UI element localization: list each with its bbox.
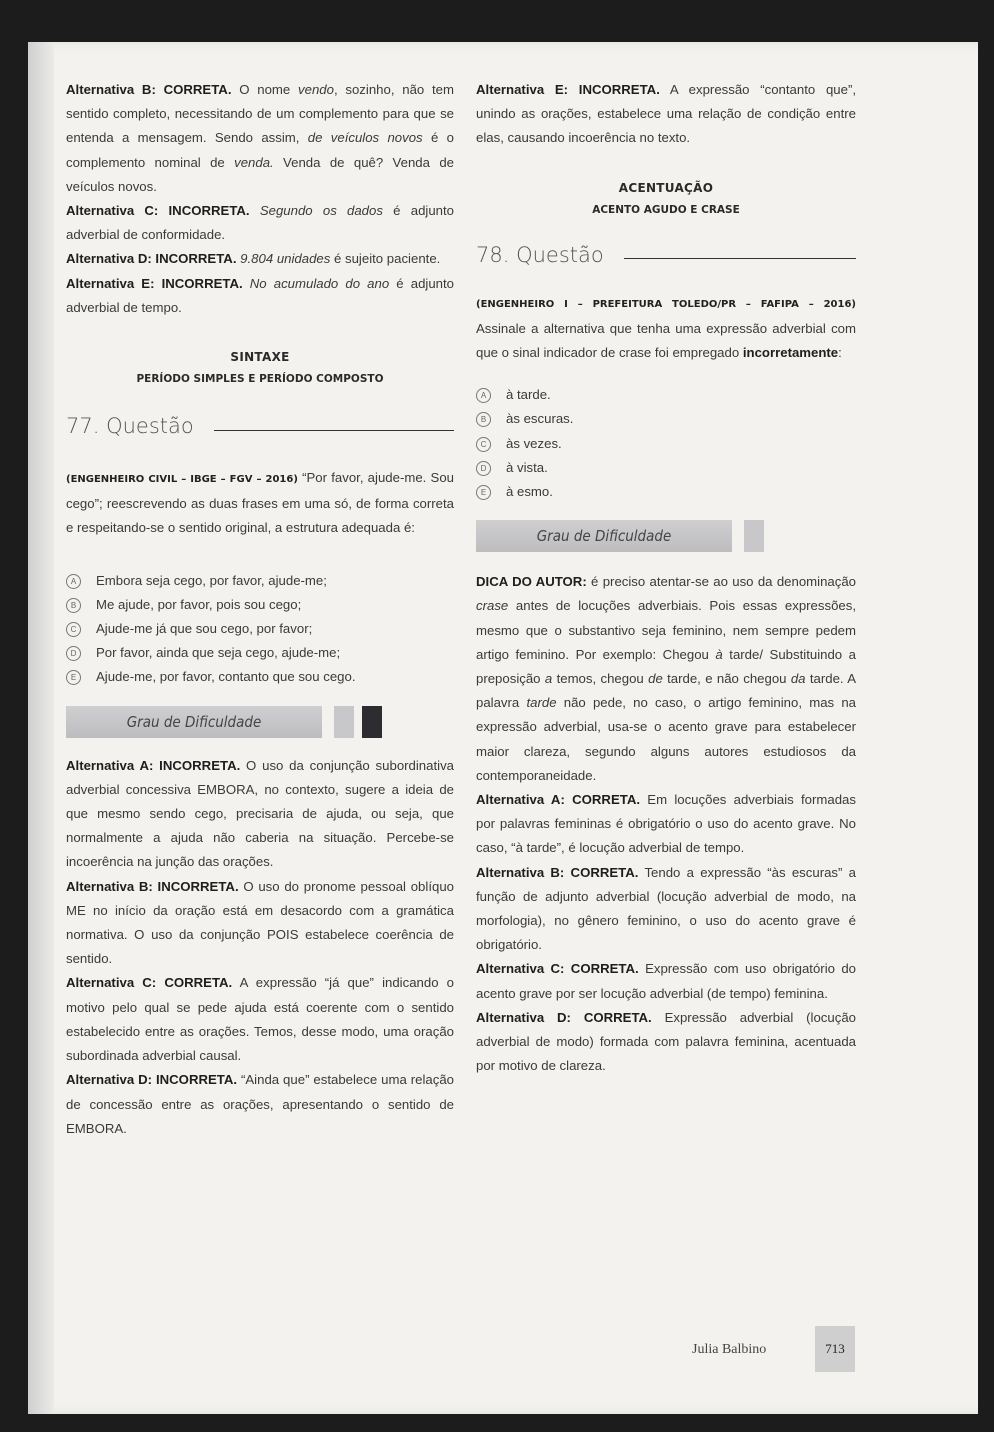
alt-c-label: Alternativa C: INCORRETA. xyxy=(66,203,250,219)
answer-label: Alternativa B: CORRETA. xyxy=(476,864,639,880)
text-run: Expressão com uso obrigatório do acento grave por ser locução adverbial (de tempo) feminina. xyxy=(476,961,856,1001)
question-77-statement xyxy=(66,466,454,541)
option-text: Por favor, ainda que seja cego, ajude-me; xyxy=(96,645,341,661)
answer-b-paragraph xyxy=(66,875,454,972)
section-subtitle: PERÍODO SIMPLES E PERÍODO COMPOSTO xyxy=(136,373,384,386)
question-title: 77. Questão xyxy=(66,413,194,438)
difficulty-indicator xyxy=(476,518,856,554)
question-78-options xyxy=(476,383,856,504)
answer-label: Alternativa C: CORRETA. xyxy=(66,975,233,991)
author-tip-paragraph xyxy=(476,570,856,788)
text-run: não pede, no caso, o artigo feminino, mas na expressão adverbial, usa-se o acento grave para estabelecer maior clareza, segundo alguns autores estudiosos da contemporaneidade. xyxy=(476,695,856,783)
text-run: O uso do pronome pessoal oblíquo ME no início da oração está em desacordo com a gramática normativa. O uso da conjunção POIS estabelece coerência de sentido. xyxy=(66,878,454,967)
option-d[interactable] xyxy=(476,456,856,480)
text-run: O nome xyxy=(231,82,299,97)
text-run: é o complemento nominal de xyxy=(66,130,454,170)
answer-label: Alternativa D: INCORRETA. xyxy=(66,1072,238,1088)
italic-run: 9.804 unidades xyxy=(236,251,331,267)
option-text: Embora seja cego, por favor, ajude-me; xyxy=(96,572,327,588)
italic-run: a xyxy=(544,671,553,687)
italic-run: tarde xyxy=(526,695,557,711)
question-78-header xyxy=(476,235,856,275)
option-letter-icon: A xyxy=(476,388,491,403)
difficulty-indicator xyxy=(66,704,454,740)
text-run: Tendo a expressão “às escuras” a função de adjunto adverbial (locução adverbial de modo, na morfologia), no gênero feminino, o uso do acento grave é obrigatório. xyxy=(476,864,856,953)
option-text: às escuras. xyxy=(506,411,574,427)
option-text: Me ajude, por favor, pois sou cego; xyxy=(96,596,302,612)
alt-d-paragraph xyxy=(66,247,454,271)
text-run: tarde/ Substituindo a preposição xyxy=(476,646,856,687)
alt-b-paragraph xyxy=(66,78,454,199)
option-letter-icon: D xyxy=(476,461,491,476)
text-run: temos, chegou xyxy=(552,671,649,687)
text-run: “Ainda que” estabelece uma relação de concessão entre as orações, apresentando o sentido de EMBORA. xyxy=(66,1072,454,1136)
italic-run: No acumulado do ano xyxy=(242,275,390,291)
italic-run: à xyxy=(715,646,723,662)
answer-label: Alternativa A: CORRETA. xyxy=(476,792,641,808)
alt-c-paragraph xyxy=(66,199,454,247)
option-text: à vista. xyxy=(506,459,548,475)
answer-d-paragraph xyxy=(476,1006,856,1079)
option-letter-icon: D xyxy=(66,646,81,661)
option-c[interactable] xyxy=(476,432,856,456)
answer-label: Alternativa D: CORRETA. xyxy=(476,1009,652,1025)
right-column xyxy=(476,78,856,1079)
answer-b-paragraph xyxy=(476,861,856,958)
question-77-options xyxy=(66,569,454,690)
difficulty-label: Grau de Dificuldade xyxy=(66,706,322,738)
italic-run: venda. xyxy=(234,154,274,170)
alt-e-label: Alternativa E: INCORRETA. xyxy=(66,275,243,291)
question-source: (ENGENHEIRO I – PREFEITURA TOLEDO/PR – FAFIPA – 2016) xyxy=(476,298,856,310)
text-run: A expressão “já que” indicando o motivo pelo qual se pede ajuda está coerente com o sentido estabelecido entre as orações. Temos, desse modo, uma oração subordinada adverbial causal. xyxy=(66,975,454,1064)
section-title: ACENTUAÇÃO xyxy=(618,180,714,195)
alt-e-label: Alternativa E: INCORRETA. xyxy=(476,82,660,97)
option-text: Ajude-me, por favor, contanto que sou cego. xyxy=(96,669,356,685)
option-letter-icon: C xyxy=(66,622,81,637)
question-78-statement xyxy=(476,291,856,366)
option-text: às vezes. xyxy=(506,435,562,451)
difficulty-bar-light xyxy=(744,520,764,552)
text-run: Em locuções adverbiais formadas por palavras femininas é obrigatório o uso do acento grave. No caso, “à tarde”, é locução adverbial de tempo. xyxy=(476,792,856,856)
answer-label: Alternativa B: INCORRETA. xyxy=(66,878,239,894)
italic-run: de veículos novos xyxy=(307,130,423,146)
difficulty-bar-light xyxy=(334,706,354,738)
option-letter-icon: B xyxy=(66,598,81,613)
difficulty-bar-dark xyxy=(362,706,382,738)
alt-d-label: Alternativa D: INCORRETA. xyxy=(66,251,237,267)
divider xyxy=(624,258,856,259)
italic-run: de xyxy=(648,671,663,687)
question-title: 78. Questão xyxy=(476,242,604,267)
alt-e-paragraph xyxy=(66,272,454,320)
text-run: “Por favor, ajude-me. Sou cego”; reescrevendo as duas frases em uma só, de forma correta e respeitando-se o sentido original, a estrutura adequada é: xyxy=(66,470,454,536)
option-text: Ajude-me já que sou cego, por favor; xyxy=(96,621,313,637)
answer-d-paragraph xyxy=(66,1068,454,1141)
text-run: é preciso atentar-se ao uso da denominação xyxy=(586,574,857,590)
option-b[interactable] xyxy=(476,407,856,431)
section-title: SINTAXE xyxy=(230,350,290,365)
option-letter-icon: C xyxy=(476,437,491,452)
left-column xyxy=(66,78,454,1141)
text-run: O uso da conjunção subordinativa adverbial concessiva EMBORA, no contexto, sugere a ideia de que mesmo sendo cego, precisaria de ajuda, ou seja, que normalmente a ajuda não caberia na situação. Percebe-se incoerência na junção das orações. xyxy=(66,757,454,870)
page-gutter xyxy=(28,42,54,1414)
text-run: tarde. A palavra xyxy=(476,671,856,711)
footer-author: Julia Balbino xyxy=(692,1342,767,1357)
option-letter-icon: B xyxy=(476,412,491,427)
option-text: à tarde. xyxy=(506,387,551,403)
text-run: é adjunto adverbial de tempo. xyxy=(66,275,455,315)
page-number: 713 xyxy=(815,1326,855,1372)
divider xyxy=(214,430,454,431)
italic-run: da xyxy=(790,671,806,687)
answer-c-paragraph xyxy=(476,957,856,1005)
text-run: é sujeito paciente. xyxy=(330,251,441,267)
option-letter-icon: E xyxy=(66,670,81,685)
text-run: A expressão “contanto que”, unindo as orações, estabelece uma relação de condição entre elas, causando incoerência no texto. xyxy=(476,82,856,146)
text-run: Expressão adverbial (locução adverbial de modo) formada com palavra feminina, acentuada por motivo de clareza. xyxy=(476,1009,856,1074)
italic-run: vendo xyxy=(298,82,334,97)
answer-a-paragraph xyxy=(66,754,454,875)
text-run: Venda de quê? Venda de veículos novos. xyxy=(66,154,454,194)
text-run: antes de locuções adverbiais. Pois essas expressões, mesmo que o substantivo seja feminino, nem sempre pedem artigo feminino. Por exemplo: Chegou xyxy=(476,598,856,662)
alt-e-paragraph xyxy=(476,78,856,151)
question-source: (ENGENHEIRO CIVIL – IBGE – FGV – 2016) xyxy=(66,474,298,486)
option-e[interactable] xyxy=(476,480,856,504)
italic-run: Segundo os dados xyxy=(249,203,383,219)
option-text: à esmo. xyxy=(506,484,553,500)
answer-a-paragraph xyxy=(476,788,856,861)
text-run: tarde, e não chegou xyxy=(662,671,791,687)
option-letter-icon: E xyxy=(476,485,491,500)
option-d[interactable] xyxy=(66,641,454,665)
text-run: Assinale a alternativa que tenha uma expressão adverbial com que o sinal indicador de crase foi empregado xyxy=(476,320,856,361)
text-run: : xyxy=(838,345,842,361)
option-a[interactable] xyxy=(66,569,454,593)
italic-run: crase xyxy=(476,598,509,614)
answer-label: Alternativa A: INCORRETA. xyxy=(66,757,241,773)
answer-c-paragraph xyxy=(66,971,454,1068)
section-subtitle: ACENTO AGUDO E CRASE xyxy=(592,203,740,216)
option-a[interactable] xyxy=(476,383,856,407)
option-b[interactable] xyxy=(66,593,454,617)
answer-label: Alternativa C: CORRETA. xyxy=(476,961,639,977)
difficulty-label: Grau de Dificuldade xyxy=(476,520,732,552)
question-77-header xyxy=(66,406,454,446)
tip-label: DICA DO AUTOR: xyxy=(476,574,587,590)
alt-b-label: Alternativa B: CORRETA. xyxy=(66,82,232,97)
text-run: , sozinho, não tem sentido completo, necessitando de um complemento para que se entenda a mensagem. Sendo assim, xyxy=(66,82,454,146)
bold-run: incorretamente xyxy=(742,345,839,361)
text-run: é adjunto adverbial de conformidade. xyxy=(66,203,455,243)
option-letter-icon: A xyxy=(66,574,81,589)
option-e[interactable] xyxy=(66,665,454,689)
option-c[interactable] xyxy=(66,617,454,641)
